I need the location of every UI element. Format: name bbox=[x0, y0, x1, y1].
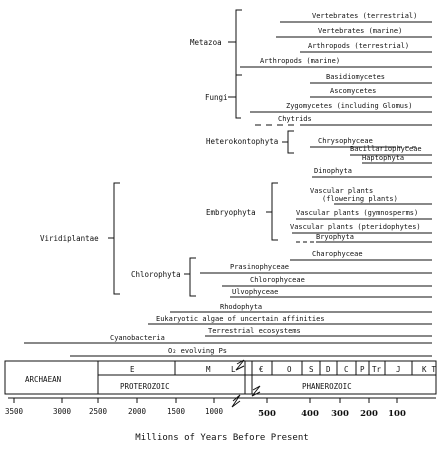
era-archaean: ARCHAEAN bbox=[25, 375, 62, 384]
group-viridiplantae: Viridiplantae bbox=[40, 234, 99, 243]
label-prasinophyceae: Prasinophyceae bbox=[230, 263, 290, 271]
label-basidiomycetes: Basidiomycetes bbox=[326, 73, 386, 81]
label-bacillariophyceae: Bacillariophyceae bbox=[350, 145, 422, 153]
bracket-embryophyta bbox=[266, 183, 278, 240]
label-ascomycetes: Ascomycetes bbox=[330, 87, 377, 95]
group-embryophyta: Embryophyta bbox=[206, 208, 256, 217]
label-vascular-flowering-2: (flowering plants) bbox=[322, 195, 398, 203]
label-arthropods-terrestrial: Arthropods (terrestrial) bbox=[308, 42, 410, 50]
label-chlorophyceae: Chlorophyceae bbox=[250, 276, 305, 284]
label-terrestrial-ecosystems: Terrestrial ecosystems bbox=[208, 327, 301, 335]
label-charophyceae: Charophyceae bbox=[312, 250, 363, 258]
period-t: T bbox=[431, 365, 436, 374]
label-vascular-pteridophytes: Vascular plants (pteridophytes) bbox=[290, 223, 421, 231]
bracket-fungi bbox=[228, 75, 241, 118]
group-metazoa: Metazoa bbox=[190, 38, 222, 47]
tick-label-500: 500 bbox=[258, 409, 276, 419]
period-m: M bbox=[206, 365, 211, 374]
label-rhodophyta: Rhodophyta bbox=[220, 303, 263, 311]
era-phanerozoic: PHANEROZOIC bbox=[302, 382, 352, 391]
scale-break-mark bbox=[236, 360, 260, 396]
period-e: E bbox=[130, 365, 135, 374]
group-heterokontophyta: Heterokontophyta bbox=[206, 137, 279, 146]
tick-label-400: 400 bbox=[301, 409, 319, 419]
label-o2-evolving: O₂ evolving Ps bbox=[168, 347, 228, 355]
group-fungi: Fungi bbox=[205, 93, 228, 102]
period-k: K bbox=[422, 365, 427, 374]
group-chlorophyta: Chlorophyta bbox=[131, 270, 181, 279]
tick-label-2000: 2000 bbox=[127, 407, 147, 416]
period-j: J bbox=[396, 365, 401, 374]
label-vascular-flowering-1: Vascular plants bbox=[310, 187, 374, 195]
tick-label-200: 200 bbox=[360, 409, 378, 419]
label-haptophyta: Haptophyta bbox=[362, 154, 405, 162]
label-dinophyta: Dinophyta bbox=[314, 167, 352, 175]
label-vertebrates-marine: Vertebrates (marine) bbox=[318, 27, 403, 35]
label-vascular-gymnosperms: Vascular plants (gymnosperms) bbox=[296, 209, 419, 217]
axis-break-mark bbox=[232, 395, 240, 407]
period-c: C bbox=[344, 365, 349, 374]
period-l: L bbox=[231, 365, 236, 374]
period-o: O bbox=[287, 365, 292, 374]
label-chytrids: Chytrids bbox=[278, 115, 312, 123]
tick-label-3500: 3500 bbox=[4, 407, 24, 416]
bracket-viridiplantae bbox=[108, 183, 120, 294]
label-bryophyta: Bryophyta bbox=[316, 233, 354, 241]
tick-label-100: 100 bbox=[388, 409, 406, 419]
axis-ticks bbox=[14, 398, 397, 403]
label-ulvophyceae: Ulvophyceae bbox=[232, 288, 279, 296]
tick-label-300: 300 bbox=[331, 409, 349, 419]
label-chrysophyceae: Chrysophyceae bbox=[318, 137, 373, 145]
bracket-heterokontophyta bbox=[282, 131, 294, 153]
bracket-metazoa bbox=[228, 10, 242, 75]
label-zygomycetes: Zygomycetes (including Glomus) bbox=[286, 102, 413, 110]
tick-label-1000: 1000 bbox=[204, 407, 224, 416]
tick-label-2500: 2500 bbox=[88, 407, 108, 416]
period-d: D bbox=[326, 365, 331, 374]
label-cyanobacteria: Cyanobacteria bbox=[110, 334, 165, 342]
period-cambrian: € bbox=[259, 365, 264, 374]
label-arthropods-marine: Arthropods (marine) bbox=[260, 57, 341, 65]
tick-label-3000: 3000 bbox=[52, 407, 72, 416]
label-eukaryotic-algae: Eukaryotic algae of uncertain affinities bbox=[156, 315, 325, 323]
era-proterozoic: PROTEROZOIC bbox=[120, 382, 170, 391]
period-tr: Tr bbox=[372, 365, 382, 374]
axis-title: Millions of Years Before Present bbox=[135, 433, 309, 443]
bracket-chlorophyta bbox=[184, 258, 196, 296]
period-s: S bbox=[309, 365, 314, 374]
tick-label-1500: 1500 bbox=[166, 407, 186, 416]
label-vertebrates-terrestrial: Vertebrates (terrestrial) bbox=[312, 12, 418, 20]
period-p: P bbox=[360, 365, 365, 374]
